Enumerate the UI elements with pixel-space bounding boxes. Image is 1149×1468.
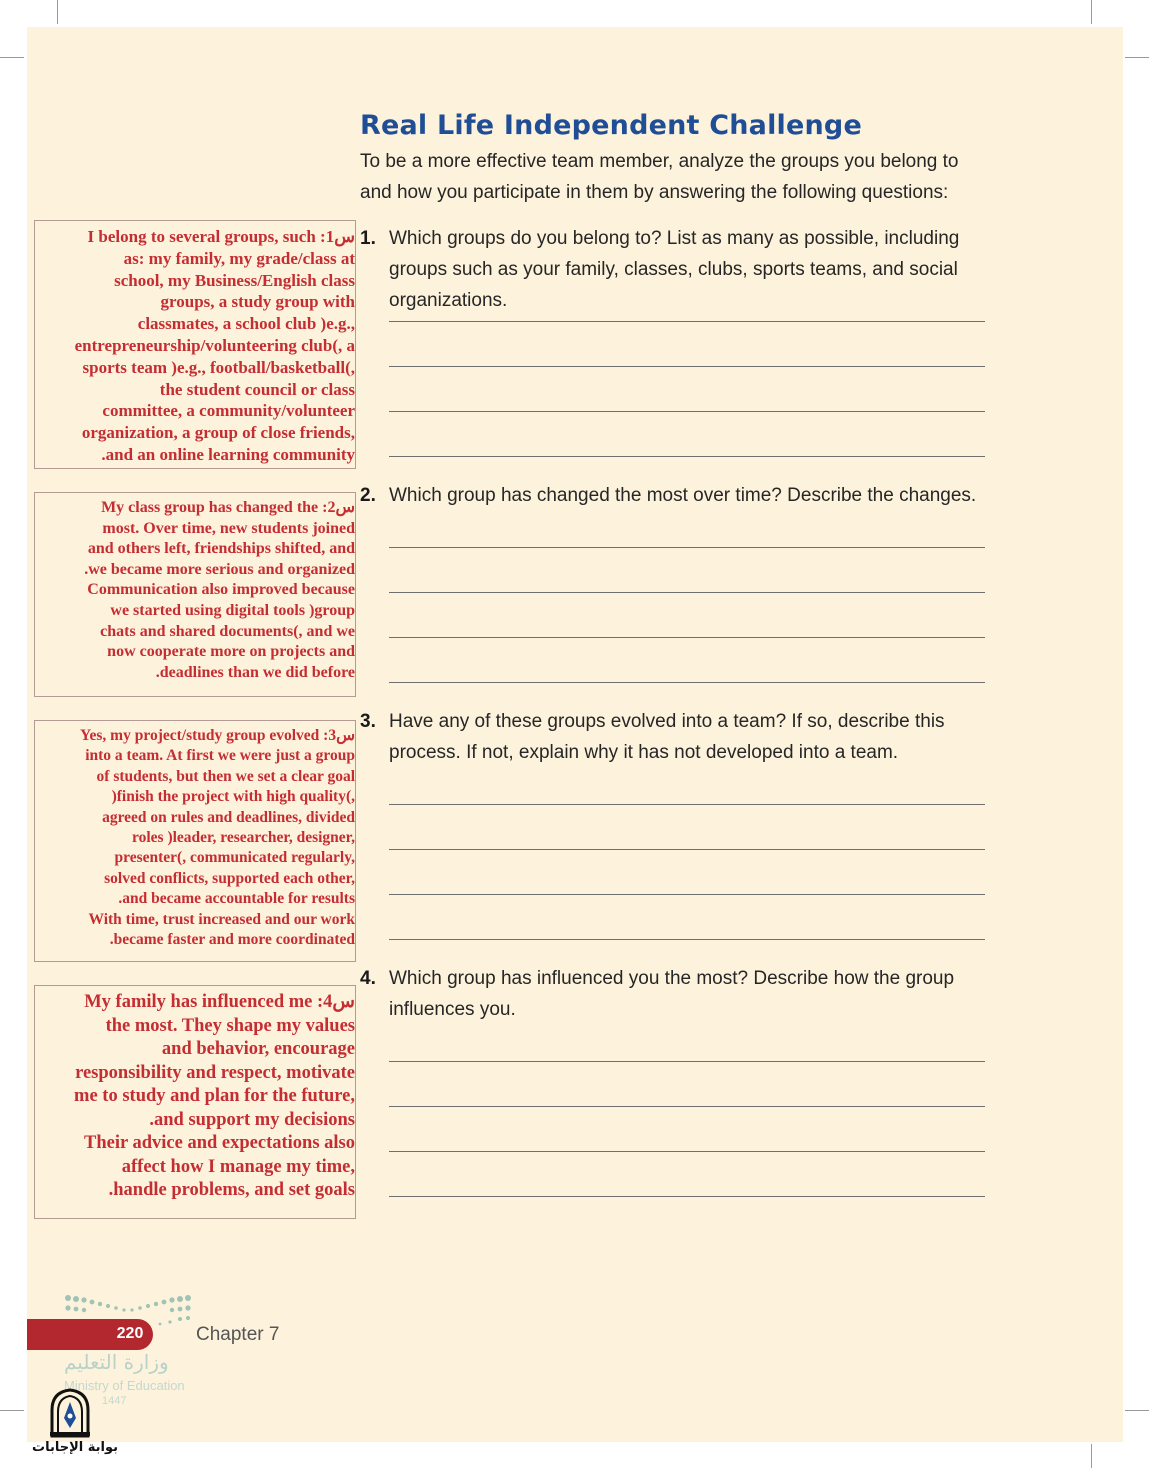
- answer-line-text: .we became more serious and organized: [84, 560, 355, 578]
- answer-box-2: [34, 492, 356, 697]
- crop-mark: [57, 0, 58, 24]
- answer-line[interactable]: [389, 682, 985, 683]
- answer-line-text: With time, trust increased and our work: [88, 910, 355, 928]
- answer-line-text: me to study and plan for the future,: [74, 1086, 355, 1106]
- answer-line-text: chats and shared documents(, and we: [100, 622, 355, 640]
- answer-line-text: presenter(, communicated regularly,: [114, 849, 355, 867]
- answer-line[interactable]: [389, 804, 985, 805]
- question-number: 3.: [360, 711, 376, 732]
- question-1: [360, 223, 990, 316]
- answer-line[interactable]: [389, 1151, 985, 1152]
- answer-line-text: as: my family, my grade/class at: [123, 248, 355, 268]
- answer-line[interactable]: [389, 592, 985, 593]
- answer-line-text: .and an online learning community: [101, 444, 355, 464]
- answer-line-text: we started using digital tools )group: [110, 601, 355, 619]
- answer-line-text: classmates, a school club )e.g.,: [137, 314, 355, 334]
- question-text: Which groups do you belong to? List as many as possible, including groups such as your family, classes, clubs, sports teams, and social organizations.: [389, 228, 960, 311]
- answer-box-4: [34, 985, 356, 1219]
- crop-mark: [1125, 57, 1149, 58]
- question-3: [360, 706, 990, 768]
- question-number: 4.: [360, 968, 376, 989]
- question-text: Which group has influenced you the most? Describe how the group influences you.: [389, 968, 955, 1020]
- answer-line-text: of students, but then we set a clear goal: [96, 767, 355, 785]
- answer-line-text: the student council or class: [159, 379, 355, 399]
- answer-line[interactable]: [389, 894, 985, 895]
- answer-line-text: )finish the project with high quality(,: [111, 788, 355, 806]
- ministry-name-arabic: وزارة التعليم: [64, 1350, 169, 1374]
- answer-line[interactable]: [389, 321, 985, 322]
- answer-line-text: groups, a study group with: [160, 292, 355, 312]
- answer-line[interactable]: [389, 547, 985, 548]
- answer-line-text: .and support my decisions: [149, 1109, 355, 1130]
- ministry-year: 1447: [102, 1395, 127, 1407]
- answer-line-text: responsibility and respect, motivate: [75, 1062, 355, 1083]
- answer-line-text: Yes, my project/study group evolved :3س: [80, 727, 355, 744]
- ministry-name-english: Ministry of Education: [64, 1378, 185, 1393]
- answer-line[interactable]: [389, 1106, 985, 1107]
- answer-line-text: affect how I manage my time,: [121, 1156, 355, 1177]
- answer-line[interactable]: [389, 939, 985, 940]
- answer-line-text: agreed on rules and deadlines, divided: [102, 808, 355, 826]
- answer-line[interactable]: [389, 849, 985, 850]
- question-number: 2.: [360, 485, 376, 506]
- answer-line-text: entrepreneurship/volunteering club(, a: [74, 335, 355, 355]
- answer-line-text: and others left, friendships shifted, and: [87, 540, 355, 558]
- answer-line[interactable]: [389, 366, 985, 367]
- answer-line-text: and behavior, encourage: [161, 1039, 355, 1059]
- question-4: [360, 963, 990, 1025]
- answer-line[interactable]: [389, 1061, 985, 1062]
- answer-line-text: committee, a community/volunteer: [102, 401, 355, 421]
- answer-line-text: now cooperate more on projects and: [107, 643, 355, 661]
- answer-line-text: .handle problems, and set goals: [108, 1180, 355, 1200]
- answer-line[interactable]: [389, 1196, 985, 1197]
- question-text: Which group has changed the most over time? Describe the changes.: [389, 485, 977, 506]
- crop-mark: [0, 57, 24, 58]
- site-name: بوابة الإجابات: [32, 1440, 118, 1455]
- answer-line-text: solved conflicts, supported each other,: [104, 869, 355, 887]
- answer-line-text: organization, a group of close friends,: [81, 423, 355, 443]
- answer-line-text: My class group has changed the :2س: [101, 499, 355, 516]
- answer-line-text: .and became accountable for results: [118, 890, 355, 908]
- intro-text: To be a more effective team member, analyze the groups you belong to and how you participate in them by answering the following questions:: [360, 151, 959, 203]
- page-title: Real Life Independent Challenge: [360, 110, 862, 141]
- chapter-label: Chapter 7: [196, 1324, 280, 1345]
- answer-line[interactable]: [389, 456, 985, 457]
- answers-gate-logo-icon: [46, 1388, 94, 1438]
- question-number: 1.: [360, 228, 376, 249]
- answer-line-text: school, my Business/English class: [114, 270, 355, 290]
- answer-line-text: Their advice and expectations also: [84, 1133, 355, 1153]
- crop-mark: [1091, 0, 1092, 24]
- answer-line-text: Communication also improved because: [87, 581, 355, 599]
- answer-line-text: roles )leader, researcher, designer,: [132, 829, 355, 847]
- crop-mark: [1125, 1410, 1149, 1411]
- answer-line[interactable]: [389, 411, 985, 412]
- answer-box-3: [34, 720, 356, 962]
- answer-line-text: most. Over time, new students joined: [102, 519, 355, 537]
- answer-line-text: .became faster and more coordinated: [109, 931, 355, 949]
- page-number: 220: [116, 1325, 144, 1342]
- answer-line-text: I belong to several groups, such :1س: [87, 227, 355, 246]
- answer-line-text: sports team )e.g., football/basketball(,: [82, 357, 355, 377]
- crop-mark: [1091, 1444, 1092, 1468]
- question-text: Have any of these groups evolved into a team? If so, describe this process. If not, explain why it has not developed into a team.: [389, 711, 945, 763]
- answer-line-text: My family has influenced me :4س: [84, 992, 355, 1012]
- answer-line[interactable]: [389, 637, 985, 638]
- question-2: [360, 480, 990, 511]
- answer-line-text: .deadlines than we did before: [155, 663, 355, 681]
- answer-line-text: into a team. At first we were just a group: [85, 747, 355, 765]
- crop-mark: [0, 1410, 24, 1411]
- answer-box-1: [34, 220, 356, 469]
- answer-line-text: the most. They shape my values: [105, 1015, 355, 1036]
